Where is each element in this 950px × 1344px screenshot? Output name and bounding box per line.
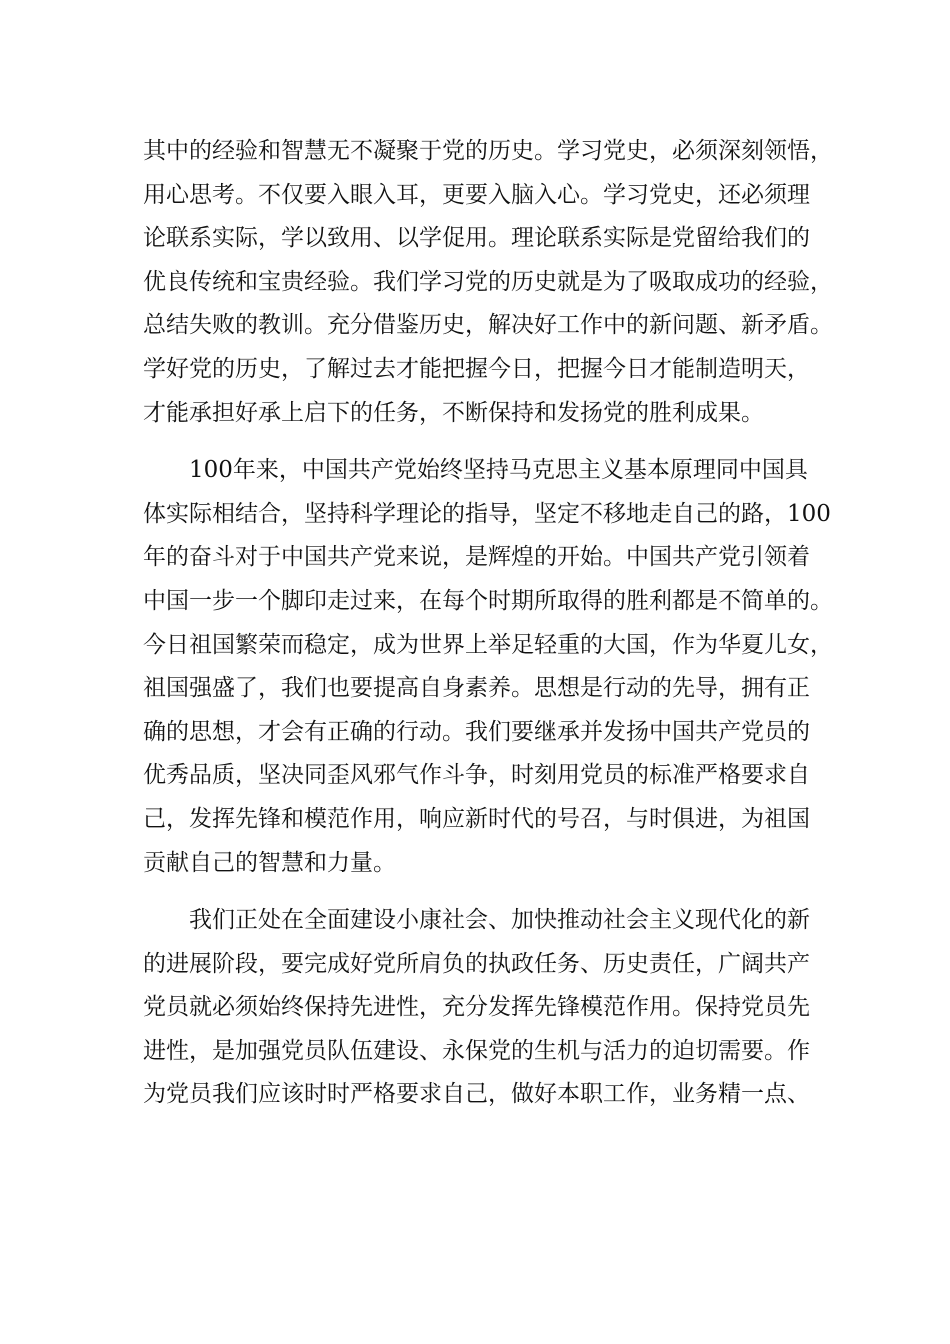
paragraph [143,899,808,1117]
text-line: 的进展阶段，要完成好党所肩负的执政任务、历史责任，广阔共产 [143,950,810,977]
document-body [143,130,833,1117]
text-line: 今日祖国繁荣而稳定，成为世界上举足轻重的大国，作为华夏儿女， [143,631,833,658]
text-line: 100年来，中国共产党始终坚持马克思主义基本原理同中国具 [189,457,808,484]
text-line: 论联系实际，学以致用、以学促用。理论联系实际是党留给我们的 [143,225,810,252]
text-line: 进性，是加强党员队伍建设、永保党的生机与活力的迫切需要。作 [143,1037,810,1064]
text-line: 体实际相结合，坚持科学理论的指导，坚定不移地走自己的路，100 [143,500,831,527]
text-line: 为党员我们应该时时严格要求自己，做好本职工作，业务精一点、 [143,1081,810,1108]
paragraph [143,449,833,885]
text-line: 贡献自己的智慧和力量。 [143,849,396,876]
paragraph [143,130,833,435]
text-line: 祖国强盛了，我们也要提高自身素养。思想是行动的先导，拥有正 [143,675,810,702]
paragraph-gap [143,435,808,449]
text-line: 优秀品质，坚决同歪风邪气作斗争，时刻用党员的标准严格要求自 [143,762,810,789]
text-line: 党员就必须始终保持先进性，充分发挥先锋模范作用。保持党员先 [143,994,810,1021]
text-line: 总结失败的教训。充分借鉴历史，解决好工作中的新问题、新矛盾。 [143,312,833,339]
text-line: 其中的经验和智慧无不凝聚于党的历史。学习党史，必须深刻领悟， [143,138,833,164]
text-line: 优良传统和宝贵经验。我们学习党的历史就是为了吸取成功的经验， [143,268,833,295]
text-line: 用心思考。不仅要入眼入耳，更要入脑入心。学习党史，还必须理 [143,181,810,208]
text-line: 己，发挥先锋和模范作用，响应新时代的号召，与时俱进，为祖国 [143,805,810,832]
paragraph-gap [143,885,808,899]
text-line: 确的思想，才会有正确的行动。我们要继承并发扬中国共产党员的 [143,718,810,745]
text-line: 学好党的历史，了解过去才能把握今日，把握今日才能制造明天， [143,355,810,382]
text-line: 中国一步一个脚印走过来，在每个时期所取得的胜利都是不简单的。 [143,587,833,614]
text-line: 我们正处在全面建设小康社会、加快推动社会主义现代化的新 [189,907,810,934]
text-line: 年的奋斗对于中国共产党来说，是辉煌的开始。中国共产党引领着 [143,544,810,571]
text-line: 才能承担好承上启下的任务，不断保持和发扬党的胜利成果。 [143,399,764,426]
